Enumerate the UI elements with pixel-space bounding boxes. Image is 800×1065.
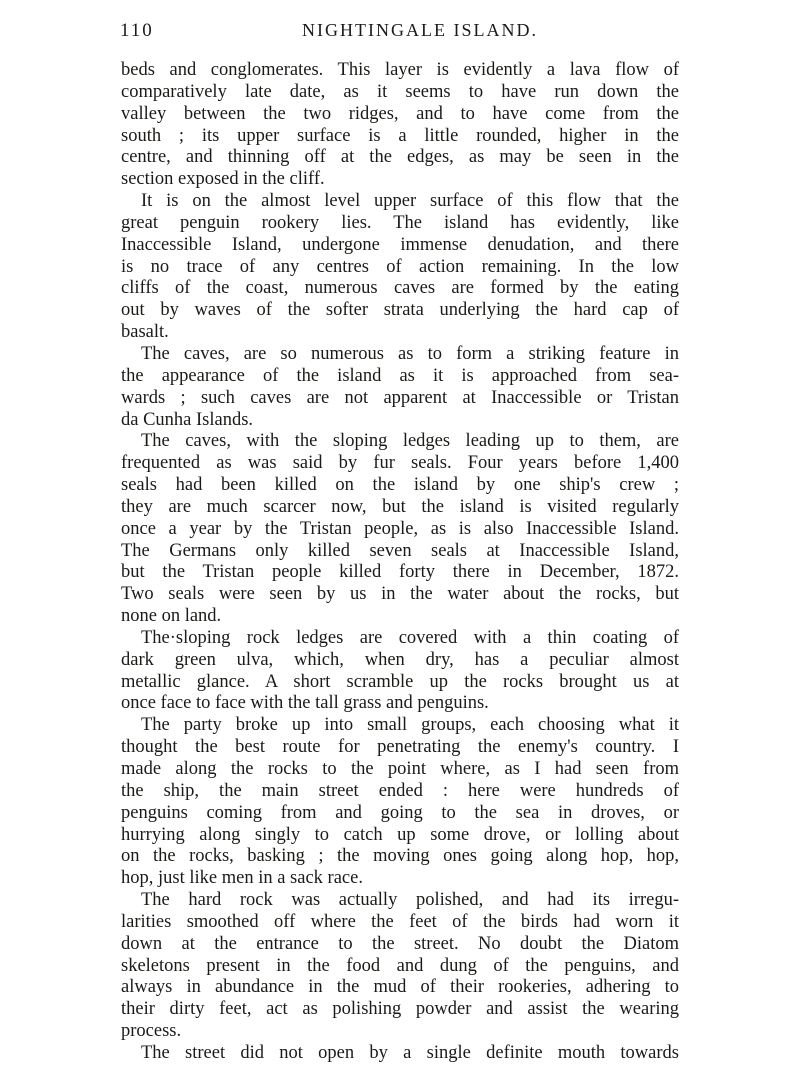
text-line: The Germans only killed seven seals at Inaccessible Island, — [121, 540, 679, 561]
paragraph-first-line: The hard rock was actually polished, and had its irregu- — [141, 890, 679, 911]
text-line: da Cunha Islands. — [121, 409, 254, 430]
text-line: always in abundance in the mud of their rookeries, adhering to — [121, 977, 679, 998]
text-line: valley between the two ridges, and to have come from the — [121, 103, 679, 124]
text-line: penguins coming from and going to the sea in droves, or — [121, 802, 679, 823]
text-line: once a year by the Tristan people, as is also Inaccessible Island. — [121, 518, 679, 539]
text-line: but the Tristan people killed forty there in December, 1872. — [121, 562, 679, 583]
paragraph-first-line: The party broke up into small groups, each choosing what it — [141, 715, 679, 736]
running-head — [120, 20, 680, 48]
text-line: metallic glance. A short scramble up the rocks brought us at — [121, 671, 679, 692]
text-line: hop, just like men in a sack race. — [121, 868, 363, 889]
text-line: section exposed in the cliff. — [121, 169, 325, 190]
text-line: south ; its upper surface is a little rounded, higher in the — [121, 125, 679, 146]
text-line: the ship, the main street ended : here were hundreds of — [121, 780, 679, 801]
text-line: hurrying along singly to catch up some drove, or lolling about — [121, 824, 679, 845]
body-text — [121, 60, 679, 1065]
text-line: dark green ulva, which, when dry, has a peculiar almost — [121, 649, 679, 670]
text-line: frequented as was said by fur seals. Four years before 1,400 — [121, 453, 679, 474]
text-line: thought the best route for penetrating the enemy's country. I — [121, 737, 679, 758]
text-line: the appearance of the island as it is approached from sea- — [121, 365, 679, 386]
text-line: they are much scarcer now, but the island is visited regularly — [121, 496, 679, 517]
paragraph-first-line: It is on the almost level upper surface of this flow that the — [141, 191, 679, 212]
text-line: larities smoothed off where the feet of the birds had worn it — [121, 911, 679, 932]
text-line: cliffs of the coast, numerous caves are formed by the eating — [121, 278, 679, 299]
text-line: Inaccessible Island, undergone immense denudation, and there — [121, 234, 679, 255]
paragraph-first-line: The street did not open by a single definite mouth towards — [141, 1042, 679, 1063]
text-line: skeletons present in the food and dung of the penguins, and — [121, 955, 679, 976]
text-line: comparatively late date, as it seems to have run down the — [121, 81, 679, 102]
text-line: centre, and thinning off at the edges, as may be seen in the — [121, 147, 679, 168]
paragraph-first-line: The·sloping rock ledges are covered with a thin coating of — [141, 627, 679, 648]
text-line: none on land. — [121, 606, 222, 627]
text-line: is no trace of any centres of action remaining. In the low — [121, 256, 679, 277]
text-line: seals had been killed on the island by one ship's crew ; — [121, 475, 679, 496]
text-line: process. — [121, 1021, 182, 1042]
text-line: great penguin rookery lies. The island has evidently, like — [121, 212, 679, 233]
text-line: beds and conglomerates. This layer is evidently a lava flow of — [121, 60, 679, 80]
text-line: wards ; such caves are not apparent at Inaccessible or Tristan — [121, 387, 679, 408]
text-line: out by waves of the softer strata underlying the hard cap of — [121, 300, 679, 321]
text-line: their dirty feet, act as polishing powder and assist the wearing — [121, 999, 679, 1020]
text-line: down at the entrance to the street. No doubt the Diatom — [121, 933, 679, 954]
text-line: on the rocks, basking ; the moving ones going along hop, hop, — [121, 846, 679, 867]
running-title: NIGHTINGALE ISLAND. — [302, 20, 538, 40]
paragraph-first-line: The caves, with the sloping ledges leading up to them, are — [141, 431, 679, 452]
text-line: made along the rocks to the point where, as I had seen from — [121, 759, 679, 779]
text-line: once face to face with the tall grass and penguins. — [121, 693, 489, 714]
page-number: 110 — [120, 20, 154, 41]
paragraph-first-line: The caves, are so numerous as to form a striking feature in — [141, 343, 679, 364]
text-line: basalt. — [121, 322, 169, 343]
text-line: Two seals were seen by us in the water about the rocks, but — [121, 584, 679, 605]
